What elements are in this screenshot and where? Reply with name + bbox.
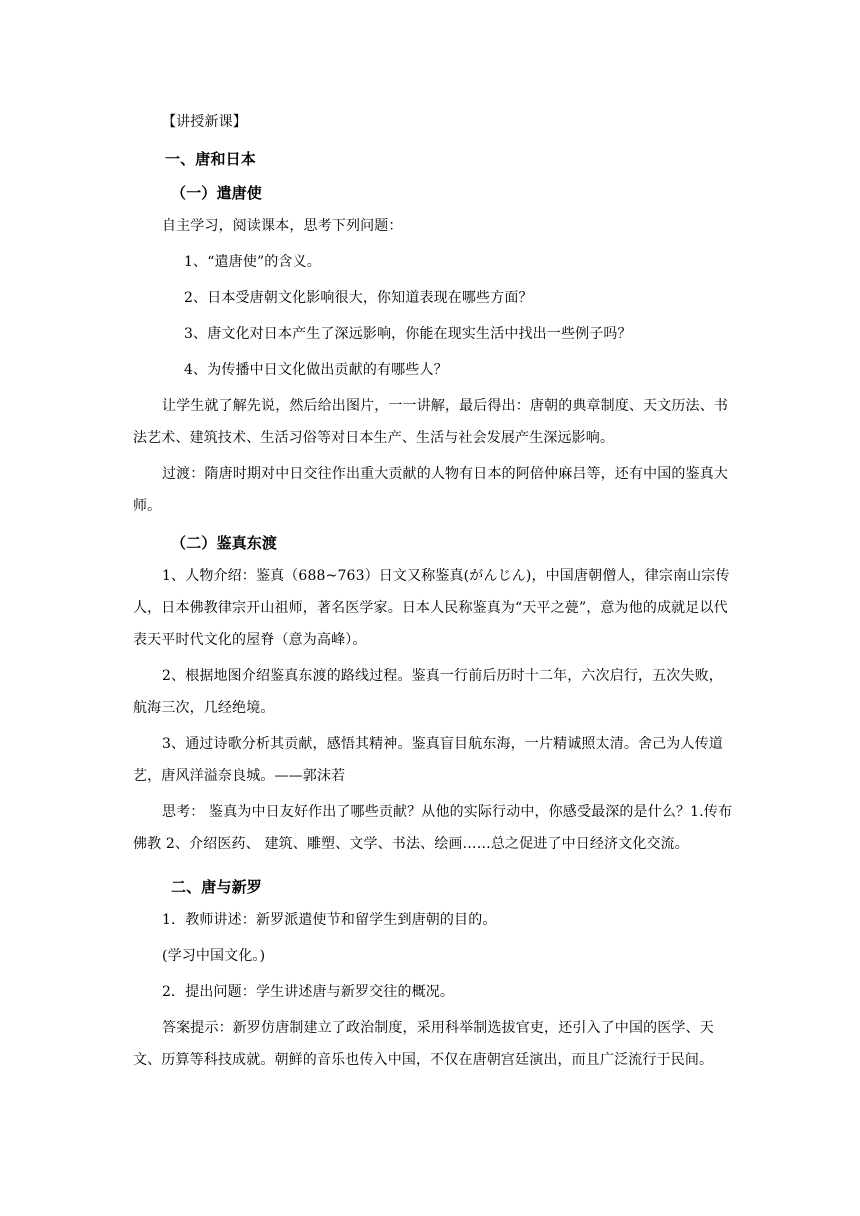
transition-paragraph: 过渡：隋唐时期对中日交往作出重大贡献的人物有日本的阿倍仲麻吕等，还有中国的鉴真大师。 [133,466,728,514]
question-item: 4、为传播中日文化做出贡献的有哪些人？ [184,362,448,378]
question-item: 3、唐文化对日本产生了深远影响，你能在现实生活中找出一些例子吗？ [184,326,632,342]
heading-jianzhen: （二）鉴真东渡 [171,534,278,552]
heading-envoys: （一）遣唐使 [171,184,262,202]
question-item: 2、日本受唐朝文化影响很大，你知道表现在哪些方面？ [184,290,533,306]
silla-item: 1．教师讲述：新罗派遣使节和留学生到唐朝的目的。 [162,912,497,928]
answer-paragraph: 答案提示：新罗仿唐制建立了政治制度，采用科举制选拔官吏，还引入了中国的医学、天文、历算等科技成就。朝鲜的音乐也传入中国，不仅在唐朝宫廷演出，而且广泛流行于民间。 [133,1020,714,1068]
intro-text: 自主学习，阅读课本，思考下列问题： [162,218,403,234]
silla-item: 2．提出问题：学生讲述唐与新罗交往的概况。 [162,984,455,1000]
thinking-paragraph: 思考： 鉴真为中日友好作出了哪些贡献？从他的实际行动中，你感受最深的是什么？1.传布佛教 2、介绍医药、 建筑、雕塑、文学、书法、绘画……总之促进了中日经济文化交流。 [133,804,733,852]
heading-tang-japan: 一、唐和日本 [165,150,256,168]
silla-item: (学习中国文化。) [162,948,266,964]
heading-tang-silla: 二、唐与新罗 [171,878,262,896]
jianzhen-item: 2、根据地图介绍鉴真东渡的路线过程。鉴真一行前后历时十二年，六次启行，五次失败，航海三次，几经绝境。 [133,668,723,716]
conclusion-paragraph: 让学生就了解先说，然后给出图片，一一讲解，最后得出：唐朝的典章制度、天文历法、书法艺术、建筑技术、生活习俗等对日本生产、生活与社会发展产生深远影响。 [133,398,728,446]
section-tag: 【讲授新课】 [162,114,247,130]
jianzhen-item: 1、人物介绍：鉴真（688~763）日文又称鉴真(がんじん)，中国唐朝僧人，律宗南山宗传人，日本佛教律宗开山祖师，著名医学家。日本人民称鉴真为“天平之甍”，意为他的成就足以代表天平时代文化的屋脊（意为高峰）。 [133,568,730,648]
jianzhen-item: 3、通过诗歌分析其贡献，感悟其精神。鉴真盲目航东海，一片精诚照太清。舍己为人传道艺，唐风洋溢奈良城。——郭沫若 [133,736,723,784]
lesson-content [133,106,733,1076]
question-item: 1、“遣唐使”的含义。 [184,254,321,270]
